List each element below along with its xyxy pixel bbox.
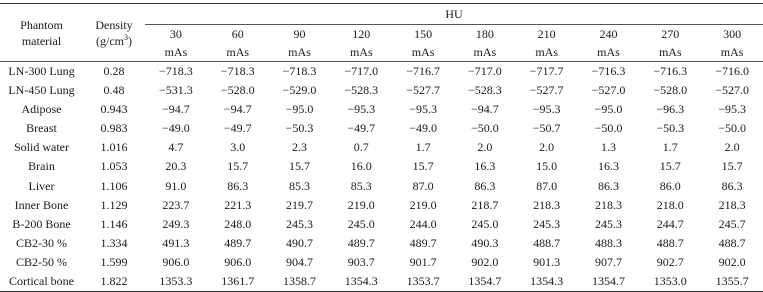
- hu-value-cell: 3.0: [230, 140, 246, 155]
- hu-value-cell: −49.7: [347, 121, 376, 136]
- hu-value-cell: 85.3: [288, 178, 310, 193]
- dose-value-header: 30: [169, 27, 182, 41]
- hu-value-cell: −717.7: [529, 64, 564, 78]
- hu-value-cell: 245.3: [285, 216, 313, 231]
- hu-value-cell: 15.7: [412, 159, 434, 174]
- hu-value-cell: 1.3: [600, 140, 616, 155]
- hu-value-cell: 490.3: [471, 235, 499, 250]
- hu-value-cell: −716.3: [591, 64, 626, 78]
- hu-value-cell: 491.3: [162, 235, 190, 250]
- density-cell: 0.48: [103, 83, 125, 98]
- hu-value-cell: 1354.3: [516, 272, 578, 292]
- density-cell: 1.053: [100, 159, 128, 174]
- hu-value-cell: 488.7: [656, 235, 684, 250]
- hu-value-cell: 15.7: [659, 159, 681, 174]
- dose-unit-header: mAs: [516, 43, 578, 62]
- density-cell: 1.334: [100, 235, 128, 250]
- hu-value-cell: 86.3: [721, 178, 743, 193]
- hu-value-cell: 16.3: [474, 159, 496, 174]
- hu-value-cell: 1354.7: [454, 272, 516, 292]
- material-cell: Adipose: [21, 102, 62, 117]
- hu-value-cell: 218.3: [533, 197, 561, 212]
- hu-value-cell: 87.0: [412, 178, 434, 193]
- material-header-line1: Phantom: [20, 17, 63, 32]
- hu-value-cell: 16.3: [597, 159, 619, 174]
- hu-value-cell: 1361.7: [207, 272, 269, 292]
- material-cell: Inner Bone: [14, 197, 69, 212]
- dose-unit-header: mAs: [454, 43, 516, 62]
- hu-value-cell: −527.7: [406, 83, 440, 98]
- hu-value-cell: 0.7: [353, 140, 369, 155]
- dose-unit-header: mAs: [269, 43, 331, 62]
- dose-value-header: 300: [723, 27, 742, 41]
- hu-value-cell: 91.0: [165, 178, 187, 193]
- hu-value-cell: −716.3: [653, 64, 688, 78]
- table-row: [0, 253, 763, 272]
- density-cell: 1.129: [100, 197, 128, 212]
- dose-value-header: 120: [352, 27, 371, 41]
- hu-value-cell: 245.7: [718, 216, 746, 231]
- dose-value-header: 90: [293, 27, 306, 41]
- hu-value-cell: 1355.7: [701, 272, 763, 292]
- hu-value-cell: 245.0: [471, 216, 499, 231]
- material-cell: CB2-30 %: [16, 235, 67, 250]
- hu-value-cell: −527.7: [529, 83, 564, 98]
- table-row: [0, 81, 763, 100]
- density-cell: 0.943: [100, 102, 128, 117]
- hu-value-cell: 15.0: [536, 159, 558, 174]
- density-cell: 0.983: [100, 121, 128, 136]
- hu-value-cell: 87.0: [536, 178, 558, 193]
- hu-value-cell: 218.3: [718, 197, 746, 212]
- density-cell: 1.106: [100, 178, 128, 193]
- hu-value-cell: −50.0: [470, 121, 499, 136]
- density-unit: $(g/cm^3)$: [96, 32, 132, 48]
- table-row: [0, 196, 763, 215]
- hu-value-cell: 249.3: [162, 216, 190, 231]
- hu-value-cell: −95.0: [594, 102, 623, 117]
- hu-value-cell: 488.7: [718, 235, 746, 250]
- hu-value-cell: 488.3: [594, 235, 622, 250]
- hu-group-header: HU: [145, 4, 763, 25]
- hu-value-cell: 218.7: [471, 197, 499, 212]
- hu-value-cell: 4.7: [168, 140, 184, 155]
- dose-unit-header: mAs: [207, 43, 269, 62]
- material-header-line2: material: [21, 33, 62, 48]
- hu-value-cell: 20.3: [165, 159, 187, 174]
- hu-value-cell: 904.7: [285, 254, 313, 269]
- hu-value-cell: 244.7: [656, 216, 684, 231]
- table-row: [0, 157, 763, 176]
- hu-value-cell: −528.0: [220, 83, 255, 98]
- hu-value-cell: 2.3: [291, 140, 307, 155]
- hu-value-cell: −95.3: [409, 102, 437, 117]
- hu-table: [0, 3, 763, 292]
- table-row: [0, 119, 763, 138]
- hu-value-cell: 219.0: [347, 197, 375, 212]
- material-cell: LN-450 Lung: [8, 83, 75, 98]
- hu-value-cell: 1354.3: [330, 272, 392, 292]
- hu-value-cell: −50.3: [285, 121, 314, 136]
- hu-value-cell: 901.7: [409, 254, 437, 269]
- hu-value-cell: −528.0: [653, 83, 688, 98]
- density-cell: 0.28: [103, 64, 125, 78]
- hu-value-cell: 1.7: [415, 140, 431, 155]
- hu-value-cell: 1354.7: [578, 272, 640, 292]
- density-cell: 1.822: [83, 272, 145, 292]
- dose-value-header: 270: [661, 27, 680, 41]
- hu-value-cell: −527.0: [715, 83, 749, 98]
- table-row: [0, 100, 763, 119]
- material-cell: Breast: [26, 121, 57, 136]
- dose-value-header: 60: [231, 27, 244, 41]
- dose-unit-header: mAs: [145, 43, 207, 62]
- hu-value-cell: −529.0: [282, 83, 317, 98]
- hu-value-cell: −50.0: [594, 121, 623, 136]
- hu-value-cell: 86.3: [597, 178, 619, 193]
- material-cell: Cortical bone: [0, 272, 83, 292]
- hu-value-cell: −49.0: [162, 121, 190, 136]
- hu-value-cell: −717.0: [344, 64, 379, 78]
- hu-value-cell: 1353.0: [639, 272, 701, 292]
- hu-value-cell: 219.7: [285, 197, 313, 212]
- dose-unit-header: mAs: [392, 43, 454, 62]
- hu-value-cell: 86.3: [474, 178, 496, 193]
- hu-value-cell: 488.7: [533, 235, 561, 250]
- table-body: [0, 62, 763, 292]
- hu-value-cell: 901.3: [533, 254, 561, 269]
- hu-value-cell: −718.3: [220, 64, 255, 78]
- material-header: [0, 4, 83, 62]
- hu-value-cell: −49.7: [223, 121, 252, 136]
- hu-value-cell: 15.7: [288, 159, 310, 174]
- hu-value-cell: 244.0: [409, 216, 437, 231]
- hu-value-cell: −49.0: [409, 121, 437, 136]
- material-cell: LN-300 Lung: [8, 64, 75, 78]
- hu-value-cell: 1.7: [662, 140, 678, 155]
- density-cell: 1.016: [100, 140, 128, 155]
- hu-value-cell: −528.3: [467, 83, 502, 98]
- hu-value-cell: 489.7: [409, 235, 437, 250]
- dose-unit-header: mAs: [578, 43, 640, 62]
- hu-value-cell: −718.3: [282, 64, 317, 78]
- material-cell: Solid water: [14, 140, 69, 155]
- hu-value-cell: 1353.7: [392, 272, 454, 292]
- table-row: [0, 138, 763, 157]
- hu-value-cell: 245.0: [347, 216, 375, 231]
- hu-value-cell: 218.0: [656, 197, 684, 212]
- hu-value-cell: 902.0: [718, 254, 746, 269]
- dose-value-header: 210: [537, 27, 556, 41]
- hu-value-cell: 219.0: [409, 197, 437, 212]
- hu-value-cell: −716.7: [406, 64, 440, 78]
- hu-value-cell: 906.0: [224, 254, 252, 269]
- hu-value-cell: 86.3: [227, 178, 249, 193]
- dose-value-header: 240: [599, 27, 618, 41]
- hu-value-cell: −527.0: [591, 83, 626, 98]
- density-cell: 1.146: [100, 216, 128, 231]
- hu-value-cell: 489.7: [347, 235, 375, 250]
- table-row: [0, 234, 763, 253]
- hu-value-cell: 85.3: [350, 178, 372, 193]
- hu-value-cell: 490.7: [285, 235, 313, 250]
- hu-value-cell: −96.3: [656, 102, 685, 117]
- hu-value-cell: 902.7: [656, 254, 684, 269]
- hu-value-cell: −528.3: [344, 83, 379, 98]
- hu-value-cell: 1353.3: [145, 272, 207, 292]
- hu-value-cell: 248.0: [224, 216, 252, 231]
- hu-value-cell: −50.3: [656, 121, 685, 136]
- table-row: [0, 215, 763, 234]
- hu-value-cell: 907.7: [594, 254, 622, 269]
- material-cell: B-200 Bone: [12, 216, 71, 231]
- dose-value-header: 150: [414, 27, 433, 41]
- hu-value-cell: −531.3: [159, 83, 193, 98]
- hu-value-cell: 15.7: [227, 159, 249, 174]
- hu-value-cell: 2.0: [724, 140, 740, 155]
- hu-value-cell: −94.7: [470, 102, 499, 117]
- hu-value-cell: 223.7: [162, 197, 190, 212]
- dose-unit-header: mAs: [639, 43, 701, 62]
- hu-value-cell: 906.0: [162, 254, 190, 269]
- hu-value-cell: 903.7: [347, 254, 375, 269]
- hu-value-cell: 2.0: [539, 140, 555, 155]
- hu-value-cell: −50.0: [718, 121, 746, 136]
- table-row: [0, 62, 763, 82]
- hu-value-cell: 218.3: [594, 197, 622, 212]
- hu-value-cell: 245.3: [594, 216, 622, 231]
- density-header: [83, 4, 145, 62]
- density-cell: 1.599: [100, 254, 128, 269]
- hu-value-cell: 245.3: [533, 216, 561, 231]
- dose-value-header: 180: [475, 27, 494, 41]
- table-row: [0, 177, 763, 196]
- hu-value-cell: −94.7: [162, 102, 190, 117]
- hu-value-cell: 15.7: [721, 159, 743, 174]
- table-header: [0, 4, 763, 62]
- material-cell: Liver: [28, 178, 55, 193]
- hu-value-cell: 902.0: [471, 254, 499, 269]
- hu-value-cell: 2.0: [477, 140, 493, 155]
- material-cell: Brain: [28, 159, 55, 174]
- hu-value-cell: −95.0: [285, 102, 314, 117]
- material-cell: CB2-50 %: [16, 254, 67, 269]
- dose-unit-header: mAs: [330, 43, 392, 62]
- hu-value-cell: 489.7: [224, 235, 252, 250]
- hu-value-cell: −95.3: [347, 102, 376, 117]
- hu-value-cell: 16.0: [350, 159, 372, 174]
- hu-value-cell: −95.3: [718, 102, 746, 117]
- hu-value-cell: −717.0: [467, 64, 502, 78]
- hu-value-cell: 1358.7: [269, 272, 331, 292]
- hu-value-cell: −718.3: [159, 64, 193, 78]
- hu-value-cell: −716.0: [715, 64, 749, 78]
- hu-value-cell: 86.0: [659, 178, 681, 193]
- dose-unit-header: mAs: [701, 43, 763, 62]
- hu-value-cell: −94.7: [223, 102, 252, 117]
- density-header-line1: Density: [95, 17, 133, 32]
- hu-value-cell: 221.3: [224, 197, 252, 212]
- hu-value-cell: −95.3: [532, 102, 561, 117]
- hu-value-cell: −50.7: [532, 121, 561, 136]
